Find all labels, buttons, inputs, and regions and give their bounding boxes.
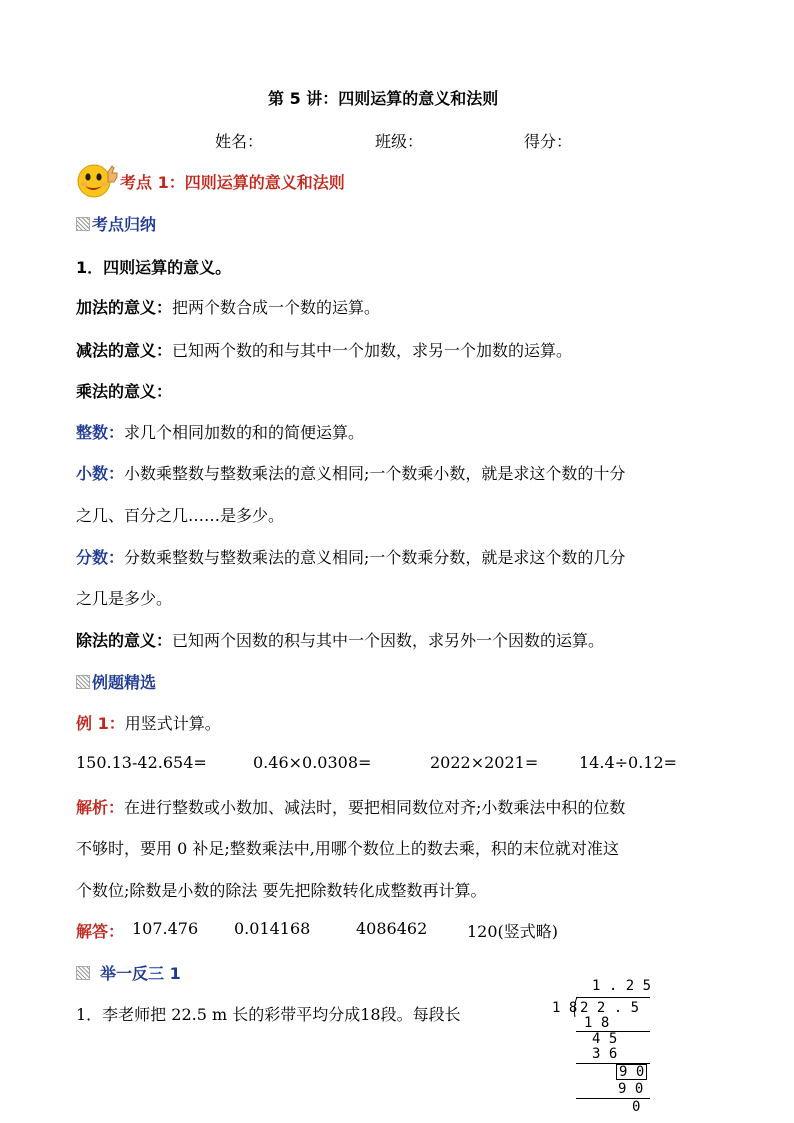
- decimal-multiplication-cont: 之几、百分之几……是多少。: [76, 506, 285, 525]
- long-division: [548, 978, 658, 1118]
- analysis-line-3: 个数位;除数是小数的除法 要先把除数转化成整数再计算。: [76, 881, 487, 900]
- division-dividend: 2 2 . 5: [580, 1000, 640, 1016]
- division-step-4: 9 0: [616, 1064, 647, 1080]
- division-quotient: 1 . 2 5: [592, 978, 652, 994]
- fraction-multiplication-cont: 之几是多少。: [76, 589, 173, 608]
- expression-3: 2022×2021=: [430, 753, 539, 772]
- integer-multiplication: 整数：求几个相同加数的和的简便运算。: [76, 423, 365, 442]
- division-step-1: 1 8: [584, 1015, 610, 1031]
- expression-2: 0.46×0.0308=: [253, 753, 372, 772]
- answer-2: 0.014168: [234, 919, 311, 938]
- practice-heading: 举一反三 1: [76, 961, 181, 984]
- examples-heading: 例题精选: [76, 670, 156, 693]
- practice-question-1: 1．李老师把 22.5 m 长的彩带平均分成18段。每段长: [76, 1005, 461, 1024]
- division-bracket: [572, 996, 580, 1018]
- division-step-2: 4 5: [592, 1031, 618, 1047]
- division-meaning: 除法的意义：已知两个因数的积与其中一个因数，求另外一个因数的运算。: [76, 631, 605, 650]
- score-field-label: 得分：: [524, 132, 573, 151]
- analysis: 解析：在进行整数或小数加、减法时，要把相同数位对齐;小数乘法中积的位数: [76, 798, 626, 817]
- division-remainder: 0: [632, 1099, 641, 1115]
- point-1-title: 1．四则运算的意义。: [76, 258, 232, 277]
- division-step-3: 3 6: [592, 1046, 618, 1062]
- expression-4: 14.4÷0.12=: [579, 753, 678, 772]
- multiplication-meaning-label: 乘法的意义：: [76, 382, 173, 401]
- answer-label: 解答：: [76, 922, 125, 941]
- fraction-multiplication: 分数：分数乘整数与整数乘法的意义相同;一个数乘分数，就是求这个数的几分: [76, 548, 626, 567]
- example-1: 例 1：用竖式计算。: [76, 714, 221, 733]
- hatched-square-icon: [76, 675, 90, 689]
- hatched-square-icon: [76, 966, 90, 980]
- hatched-square-icon: [76, 217, 90, 231]
- section-heading-1: 考点 1：四则运算的意义和法则: [120, 173, 345, 192]
- analysis-line-2: 不够时，要用 0 补足;整数乘法中,用哪个数位上的数去乘，积的末位就对准这: [76, 839, 619, 858]
- division-step-5: 9 0: [618, 1081, 644, 1097]
- summary-heading: 考点归纳: [76, 212, 156, 235]
- answer-1: 107.476: [132, 919, 199, 938]
- subtraction-meaning: 减法的意义：已知两个数的和与其中一个加数，求另一个加数的运算。: [76, 341, 573, 360]
- division-divisor: 1 8: [552, 1000, 578, 1016]
- class-field-label: 班级：: [375, 132, 424, 151]
- answer-3: 4086462: [356, 919, 428, 938]
- addition-meaning: 加法的意义：把两个数合成一个数的运算。: [76, 298, 381, 317]
- decimal-multiplication: 小数：小数乘整数与整数乘法的意义相同;一个数乘小数，就是求这个数的十分: [76, 464, 626, 483]
- expression-1: 150.13-42.654=: [76, 753, 207, 772]
- division-bar: [576, 997, 650, 998]
- answer-4: 120(竖式略): [467, 922, 559, 941]
- page-title: 第 5 讲：四则运算的意义和法则: [268, 89, 499, 108]
- name-field-label: 姓名：: [215, 132, 264, 151]
- smiley-thumbs-up-icon: [76, 160, 120, 200]
